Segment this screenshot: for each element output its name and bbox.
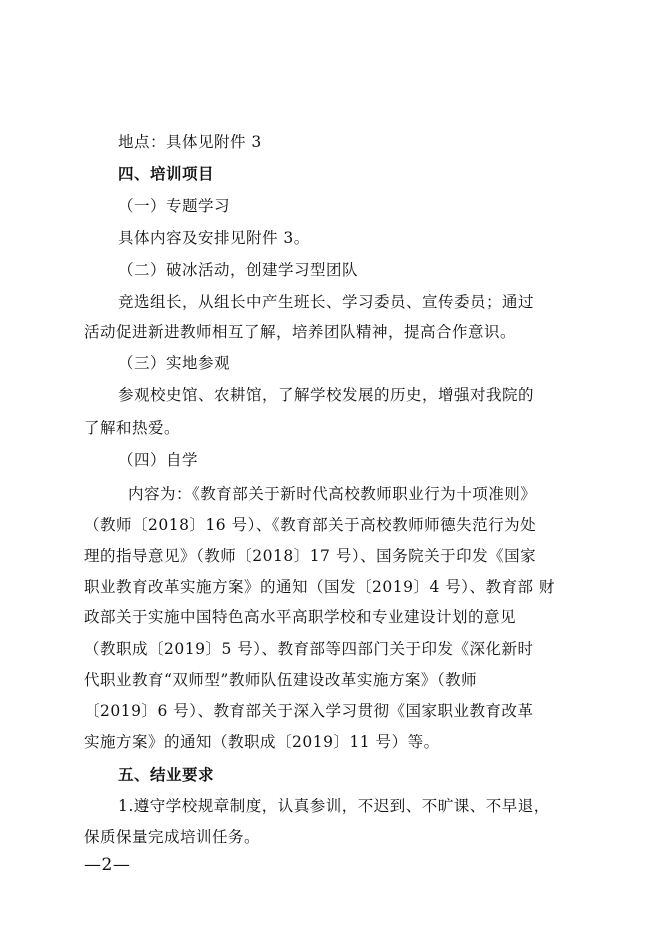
subheading-icebreaker: （二）破冰活动，创建学习型团队 — [118, 261, 359, 279]
paragraph: 参观校史馆、农耕馆，了解学校发展的历史，增强对我院的 — [118, 386, 535, 404]
paragraph: 职业教育改革实施方案》的通知（国发〔2019〕4 号）、教育部 财 — [84, 578, 555, 596]
section-heading-training-items: 四、培训项目 — [118, 165, 215, 183]
paragraph: 保质保量完成培训任务。 — [84, 828, 261, 846]
subheading-topic-study: （一）专题学习 — [118, 197, 231, 215]
paragraph: （教师〔2018〕16 号）、《教育部关于高校教师师德失范行为处 — [84, 516, 537, 534]
page-number: —2— — [84, 855, 131, 875]
paragraph: 1.遵守学校规章制度，认真参训，不迟到、不旷课、不早退， — [118, 797, 550, 815]
location-line: 地点：具体见附件 3 — [118, 133, 262, 151]
section-heading-completion: 五、结业要求 — [118, 766, 215, 784]
paragraph: 内容为：《教育部关于新时代高校教师职业行为十项准则》 — [128, 485, 537, 503]
paragraph: 代职业教育“双师型”教师队伍建设改革实施方案》（教师 — [84, 671, 478, 689]
paragraph: 实施方案》的通知（教职成〔2019〕11 号）等。 — [84, 733, 440, 751]
paragraph: 政部关于实施中国特色高水平高职学校和专业建设计划的意见 — [84, 608, 517, 626]
paragraph: 〔2019〕6 号）、教育部关于深入学习贯彻《国家职业教育改革 — [84, 702, 534, 720]
paragraph: 活动促进新进教师相互了解，培养团队精神，提高合作意识。 — [84, 323, 517, 341]
paragraph: 竞选组长，从组长中产生班长、学习委员、宣传委员；通过 — [118, 293, 535, 311]
paragraph: 具体内容及安排见附件 3。 — [118, 229, 310, 247]
paragraph: （教职成〔2019〕5 号）、教育部等四部门关于印发《深化新时 — [84, 640, 534, 658]
paragraph: 了解和热爱。 — [84, 419, 181, 437]
subheading-site-visit: （三）实地参观 — [118, 354, 231, 372]
subheading-self-study: （四）自学 — [118, 451, 199, 469]
paragraph: 理的指导意见》（教师〔2018〕17 号）、国务院关于印发《国家 — [84, 547, 537, 565]
